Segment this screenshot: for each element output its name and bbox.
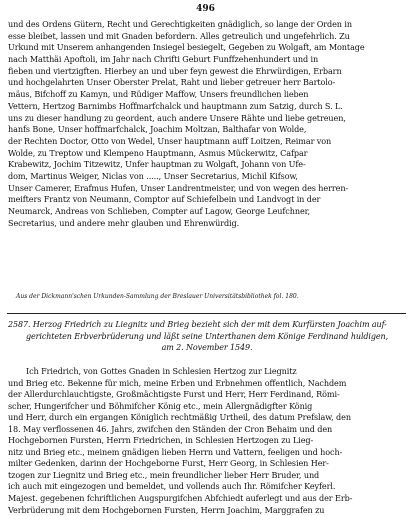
text-line: dom, Martinus Weiger, Niclas von ....., Unser Secretarius, Michil Kifsow, [8, 170, 298, 181]
source-citation: Aus der Dickmann'schen Urkunden-Sammlung der Breslauer Universitätsbibliothek fol. 180. [16, 293, 299, 300]
text-line: der Rechten Doctor, Otto von Wedel, Unser hauptmann auff Loitzen, Reimar von [8, 135, 332, 146]
text-line: mäus, Bifchoff zu Kamyn, und Rüdiger Maffow, Unsers freundlichen lieben [8, 89, 309, 100]
text-line: Wolde, zu Treptow und Klempeno Hauptmann, Asmus Mückerwitz, Cafpar [8, 147, 308, 158]
text-line: esse bleibet, lassen und mit Gnaden befordern. Alles getreulich und ungefehrlich. Zu [8, 30, 350, 41]
text-line: Krabewitz, Jochim Titzewitz, Unfer hauptman zu Wolgaft, Johann von Ufe- [8, 159, 306, 170]
document-paragraph-continued [8, 19, 406, 229]
text-line: Urkund mit Unserem anhangenden Insiegel besiegelt, Gegeben zu Wolgaft, am Montage [8, 42, 365, 53]
heading-line: 2587. Herzog Friedrich zu Liegnitz und Brieg bezieht sich der mit dem Kurfürsten Joachim auf- [8, 320, 387, 329]
text-line: Vettern, Hertzog Barnimbs Hoffmarfchalck und hauptmann zum Satzig, durch S. L. [8, 100, 343, 111]
text-line: und Brieg etc. Bekenne für mich, meine Erben und Erbnehmen offentlich, Nachdem [8, 377, 347, 388]
text-line: 18. May verflossenen 46. Jahrs, zwifchen den Ständen der Cron Behaim und den [8, 423, 333, 434]
text-line: uns zu dieser handlung zu geordent, auch andere Unsere Rähte und liebe getreuen, [8, 112, 346, 123]
text-line: meifters Frantz von Neumann, Comptor auf Schiefelbein und Landvogt in der [8, 194, 321, 205]
text-line: nitz und Brieg etc., meinem gnädigen lieben Herrn und Vattern, feeligen und hoch- [8, 446, 343, 457]
text-line: Secretarius, und andere mehr glauben und Ehrenwürdig. [8, 217, 240, 228]
text-line: ich auch mit eingezogen und bemeldet, und vollends auch Ihr. Römifcher Keyferl. [8, 481, 336, 492]
text-line: und Herr, durch ein ergangen Königlich rechtmäßig Urtheil, des datum Prefslaw, den [8, 412, 351, 423]
text-line: und hochgelahrten Unser Oberster Prelat, Raht und lieber getreuer herr Bartolo- [8, 77, 336, 88]
text-line: der Allerdurchlauchtigste, Großmächtigste Furst und Herr, Herr Ferdinand, Römi- [8, 389, 340, 400]
heading-date: am 2. November 1549. [161, 343, 253, 352]
text-line: fieben und viertzigften. Hierbey an und uber feyn gewest die Ehrwürdigen, Erbarn [8, 65, 342, 76]
text-line: Hochgebornen Fursten, Herrn Friedrichen, in Schlesien Hertzogen zu Lieg- [8, 435, 314, 446]
text-line: Majest. gegebenen fchriftlichen Augspurgifchen Abfchiedt auferlegt und aus der Erb- [8, 493, 353, 504]
page-number: 496 [196, 4, 215, 14]
document-body [8, 366, 406, 516]
text-line: und des Ordens Gütern, Recht und Gerechtigkeiten gnädiglich, so lange der Orden in [8, 19, 352, 29]
section-divider [7, 313, 406, 314]
text-line: tzogen zur Liegnitz und Brieg etc., mein freundlicher lieber Herr Bruder, und [8, 469, 320, 480]
document-heading [8, 319, 406, 354]
heading-line: gerichteten Erbverbrüderung und läßt seine Unterthanen dem Könige Ferdinand huldigen, [26, 331, 389, 341]
text-line: Unser Camerer, Erafmus Hufen, Unser Landrentmeister, und von wegen des herren- [8, 182, 349, 193]
text-line: Neumarck, Andreas von Schlieben, Compter auf Lagow, George Leufchner, [8, 206, 310, 216]
text-line: nach Matthäi Apoftoli, im Jahr nach Chrifti Geburt Funffzehenhundert und in [8, 54, 319, 65]
text-line: scher, Hungerifcher und Böhmifcher König etc., mein Allergnädigfter König [8, 400, 313, 411]
text-line: Ich Friedrich, von Gottes Gnaden in Schlesien Hertzog zur Liegnitz [26, 366, 297, 376]
text-line: hanfs Bone, Unser hoffmarfchalck, Joachim Moltzan, Balthafar von Wolde, [8, 124, 307, 135]
text-line: milter Gedenken, darinn der Hochgeborne Furst, Herr Georg, in Schlesien Her- [8, 458, 329, 469]
text-line: Verbrüderung mit dem Hochgebornen Fursten, Herrn Joachim, Marggrafen zu [8, 504, 325, 515]
